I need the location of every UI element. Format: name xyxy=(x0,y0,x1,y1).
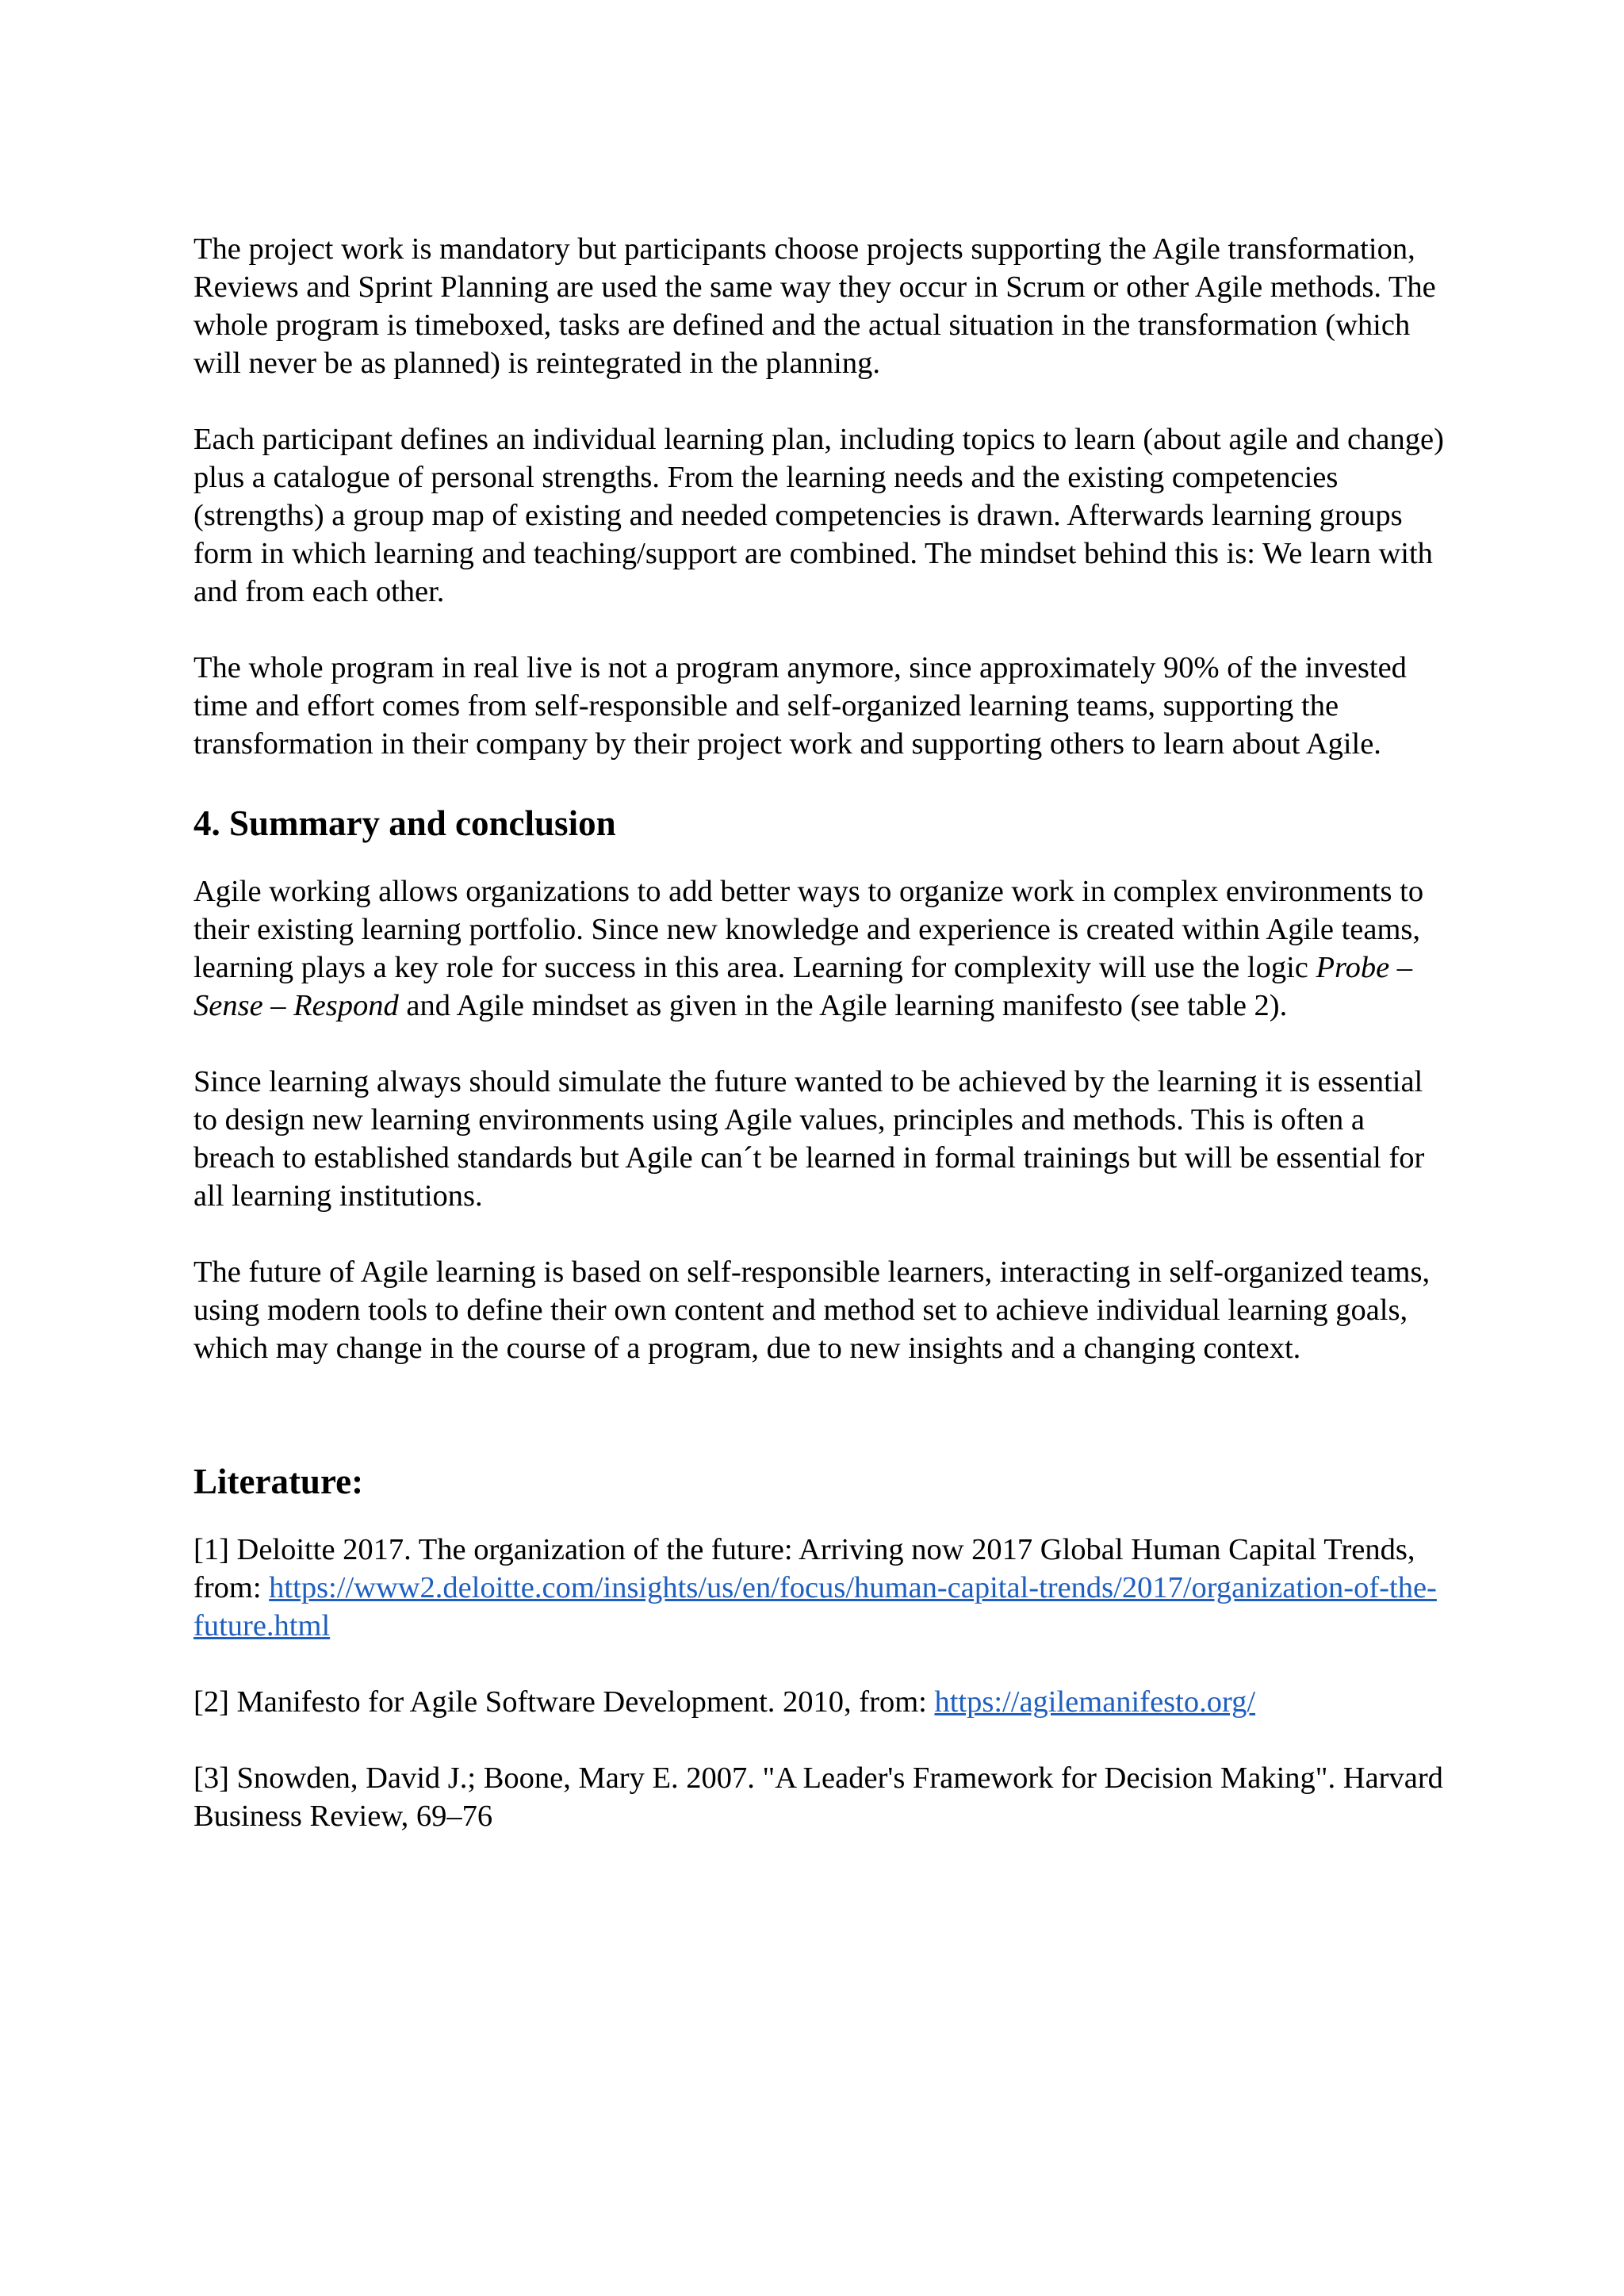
paragraph-real-live: The whole program in real live is not a program anymore, since approximately 90% of the invested time and effort comes from self-responsible and self-organized learning teams, supporting the transformation in their company by their project work and supporting others to learn about Agile. xyxy=(193,651,1407,761)
paragraph-learning-simulate: Since learning always should simulate the future wanted to be achieved by the learning it is essential to design new learning environments using Agile values, principles and methods. This is often a breach to established standards but Agile can´t be learned in formal trainings but will be essential for all learning institutions. xyxy=(193,1065,1425,1213)
section-heading-literature: Literature: xyxy=(193,1462,364,1501)
page-content xyxy=(193,230,1446,1873)
reference-2 xyxy=(193,1683,1446,1721)
reference-text: [1] Deloitte 2017. The organization of the future: Arriving now 2017 Global Human Capital Trends, from: xyxy=(193,1533,1415,1604)
text-run: Agile working allows organizations to add better ways to organize work in complex environments to their existing learning portfolio. Since new knowledge and experience is created within Agile teams, learning plays a key role for success in this area. Learning for complexity will use the logic xyxy=(193,875,1424,984)
section-heading-summary: 4. Summary and conclusion xyxy=(193,803,616,843)
italic-probe-sense-respond: Probe – Sense – Respond xyxy=(193,951,1413,1022)
paragraph-agile-working xyxy=(193,872,1446,1025)
text-run: and Agile mindset as given in the Agile learning manifesto (see table 2). xyxy=(398,989,1288,1022)
reference-link-deloitte[interactable]: https://www2.deloitte.com/insights/us/en/focus/human-capital-trends/2017/organization-of-the-future.html xyxy=(193,1571,1437,1642)
paragraph-project-work: The project work is mandatory but participants choose projects supporting the Agile transformation, Reviews and Sprint Planning are used the same way they occur in Scrum or other Agile methods. The whole program is timeboxed, tasks are defined and the actual situation in the transformation (which will never be as planned) is reintegrated in the planning. xyxy=(193,232,1436,380)
reference-1 xyxy=(193,1531,1446,1645)
reference-3: [3] Snowden, David J.; Boone, Mary E. 2007. "A Leader's Framework for Decision Making". Harvard Business Review, 69–76 xyxy=(193,1761,1443,1833)
reference-text: [2] Manifesto for Agile Software Development. 2010, from: xyxy=(193,1685,935,1719)
reference-link-agilemanifesto[interactable]: https://agilemanifesto.org/ xyxy=(934,1685,1256,1719)
paragraph-learning-plan: Each participant defines an individual learning plan, including topics to learn (about agile and change) plus a catalogue of personal strengths. From the learning needs and the existing competencies (strengths) a group map of existing and needed competencies is drawn. Afterwards learning groups form in which learning and teaching/support are combined. The mindset behind this is: We learn with and from each other. xyxy=(193,423,1444,608)
paragraph-future-agile: The future of Agile learning is based on self-responsible learners, interacting in self-organized teams, using modern tools to define their own content and method set to achieve individual learning goals, which may change in the course of a program, due to new insights and a changing context. xyxy=(193,1255,1431,1365)
